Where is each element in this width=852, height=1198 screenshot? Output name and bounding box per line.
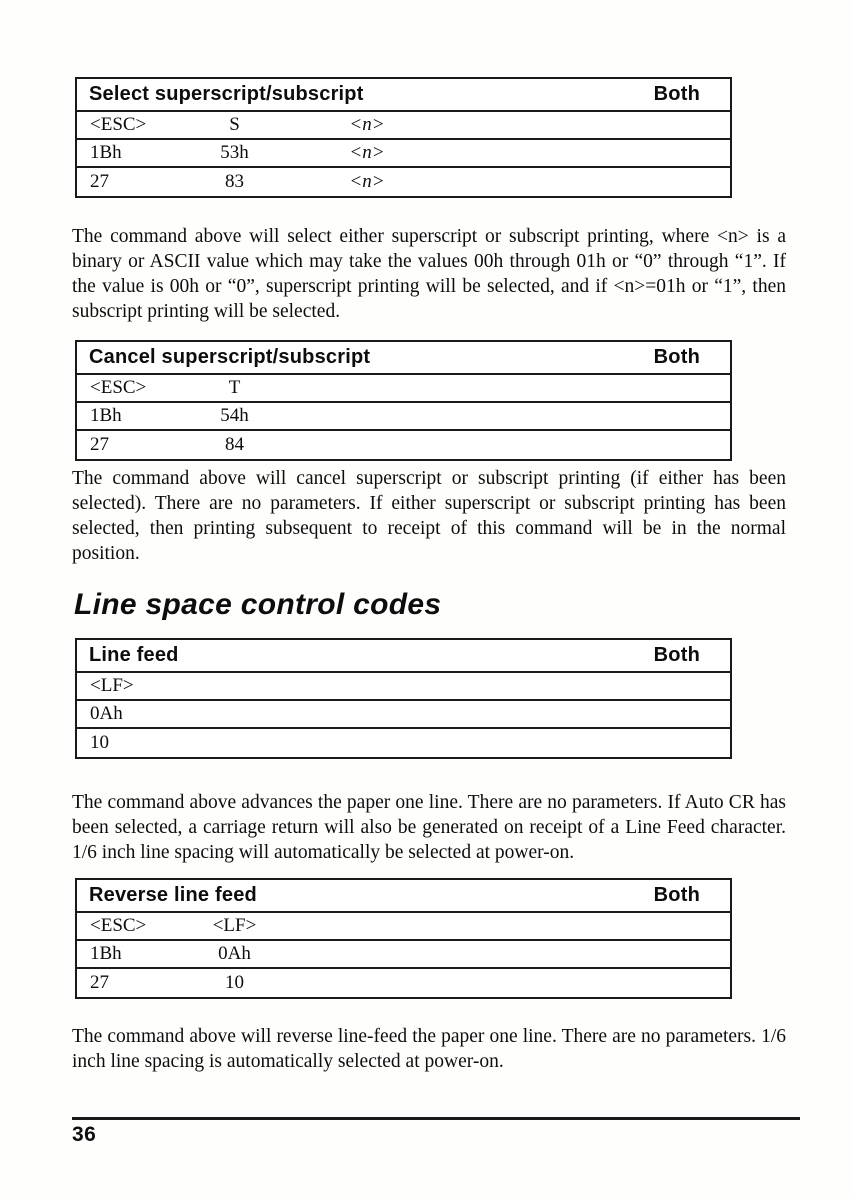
table-header <box>77 342 730 375</box>
table-cell: 54h <box>220 405 249 426</box>
table-cell: 27 <box>90 434 109 455</box>
body-paragraph: The command above will reverse line-feed the paper one line. There are no parameters. 1/6 inch line spacing is automatically selected at power-on. <box>72 1026 786 1072</box>
command-table-cancel-superscript <box>75 340 732 461</box>
section-heading: Line space control codes <box>74 588 442 621</box>
table-row <box>77 375 730 403</box>
table-cell: <LF> <box>212 915 257 936</box>
command-table-line-feed <box>75 638 732 759</box>
table-title: Select superscript/subscript <box>89 83 364 105</box>
table-cell: 1Bh <box>90 142 122 163</box>
table-title: Reverse line feed <box>89 884 257 906</box>
table-row <box>77 969 730 997</box>
command-table-reverse-line-feed <box>75 878 732 999</box>
table-header <box>77 640 730 673</box>
table-cell: 10 <box>225 972 244 993</box>
table-row <box>77 729 730 757</box>
table-cell: 27 <box>90 171 109 192</box>
table-row <box>77 112 730 140</box>
table-row <box>77 403 730 431</box>
table-cell: <ESC> <box>90 915 147 936</box>
page-number: 36 <box>72 1123 97 1146</box>
table-cell: <n> <box>349 171 385 192</box>
footer-rule <box>72 1117 800 1120</box>
platform-badge: Both <box>653 346 700 368</box>
table-title: Cancel superscript/subscript <box>89 346 371 368</box>
table-cell: 1Bh <box>90 943 122 964</box>
table-cell: <n> <box>349 114 385 135</box>
body-paragraph: The command above will cancel superscript or subscript printing (if either has been selected). There are no parameters. If either superscript or subscript printing has been selected, then printing subsequent to receipt of this command will be in the normal position. <box>72 468 786 564</box>
table-cell: 27 <box>90 972 109 993</box>
table-header <box>77 79 730 112</box>
table-cell: 84 <box>225 434 244 455</box>
table-row <box>77 701 730 729</box>
table-row <box>77 941 730 969</box>
table-cell: T <box>228 377 241 398</box>
body-paragraph: The command above advances the paper one line. There are no parameters. If Auto CR has been selected, a carriage return will also be generated on receipt of a Line Feed character. 1/6 inch line spacing will automatically be selected at power-on. <box>72 792 786 863</box>
table-row <box>77 673 730 701</box>
table-cell: <ESC> <box>90 114 147 135</box>
table-row <box>77 168 730 196</box>
platform-badge: Both <box>653 644 700 666</box>
platform-badge: Both <box>653 83 700 105</box>
table-cell: 83 <box>225 171 244 192</box>
table-cell: <n> <box>349 142 385 163</box>
table-cell: <LF> <box>90 675 134 696</box>
table-cell: 1Bh <box>90 405 122 426</box>
body-paragraph: The command above will select either superscript or subscript printing, where <n> is a binary or ASCII value which may take the values 00h through 01h or “0” through “1”. If the value is 00h or “0”, superscript printing will be selected, and if <n>=01h or “1”, then subscript printing will be selected. <box>72 226 786 322</box>
table-cell: 10 <box>90 732 109 753</box>
table-header <box>77 880 730 913</box>
table-title: Line feed <box>89 644 179 666</box>
table-cell: <ESC> <box>90 377 147 398</box>
command-table-select-superscript <box>75 77 732 198</box>
table-cell: 0Ah <box>218 943 251 964</box>
table-cell: 0Ah <box>90 703 123 724</box>
platform-badge: Both <box>653 884 700 906</box>
table-row <box>77 431 730 459</box>
table-cell: S <box>229 114 240 135</box>
table-row <box>77 140 730 168</box>
table-cell: 53h <box>220 142 249 163</box>
table-row <box>77 913 730 941</box>
